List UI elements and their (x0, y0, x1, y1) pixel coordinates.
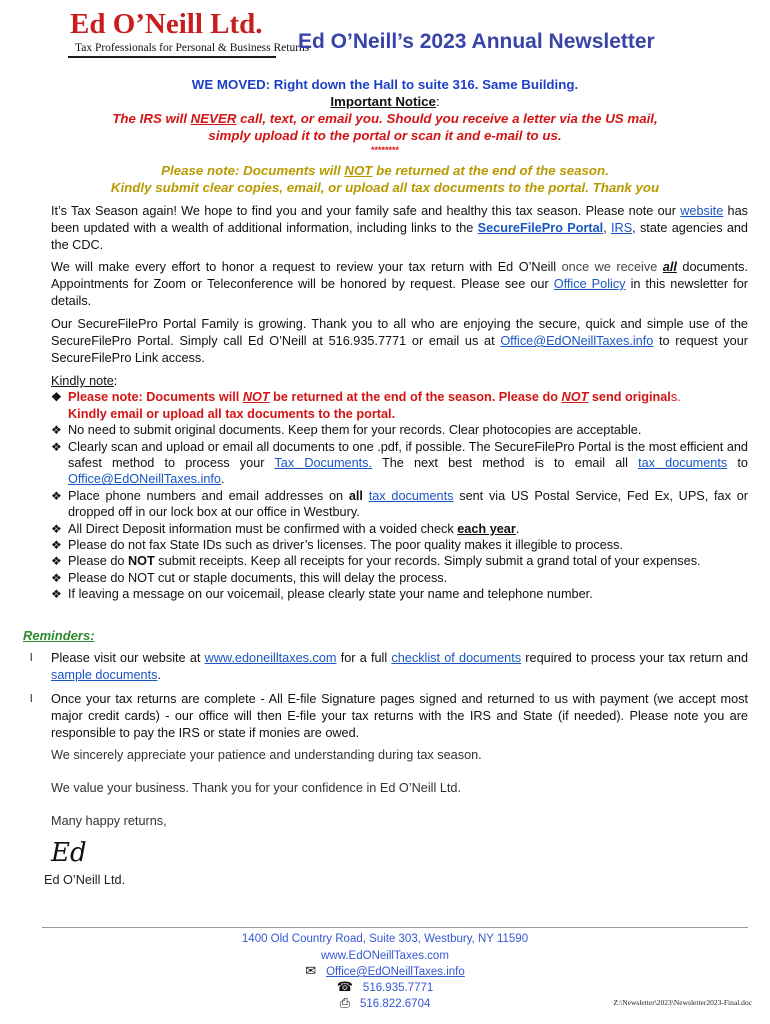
list-item: ❖ No need to submit original documents. Keep them for your records. Clear photocopies are acceptable. (51, 423, 642, 438)
reminders-heading: Reminders: (23, 628, 95, 643)
footer-fax: ⎙ 516.822.6704 (339, 995, 431, 1010)
documents-notice-line-1: Please note: Documents will NOT be returned at the end of the season. (161, 163, 609, 178)
irs-notice-line-2: simply upload it to the portal or scan it and e-mail to us. (208, 128, 562, 143)
envelope-icon: ✉ (305, 963, 317, 978)
irs-notice-line-1: The IRS will NEVER call, text, or email you. Should you receive a letter via the US mail, (112, 111, 658, 126)
list-item: ❖ All Direct Deposit information must be confirmed with a voided check each year. (51, 521, 520, 536)
reminder-item: l Once your tax returns are complete - All E-file Signature pages signed and returned to us with payment (we accept most major credit cards) - our office will then E-file your tax returns with the IRS and State (if needed). Please note you are responsible to pay the IRS or state if monies are owed. (30, 692, 748, 740)
review-paragraph: We will make every effort to honor a request to review your tax return with Ed O’Neill once we receive all documents. Appointments for Zoom or Teleconference will be honored by request. Please see our Office Policy in this newsletter for details. (51, 260, 748, 308)
fax-icon: ⎙ (339, 995, 351, 1010)
closing-text: Many happy returns, (51, 814, 167, 828)
kindly-note-heading: Kindly note: (51, 374, 118, 388)
checklist-link[interactable]: checklist of documents (391, 651, 522, 665)
diamond-bullet-icon: ❖ (51, 423, 62, 438)
footer-address: 1400 Old Country Road, Suite 303, Westbury, NY 11590 (241, 933, 529, 945)
securefilepro-portal-link[interactable]: SecureFilePro Portal (477, 221, 604, 235)
bullet-icon: l (30, 652, 33, 664)
important-notice-heading: Important Notice: (330, 94, 440, 109)
list-item: ❖ Clearly scan and upload or email all documents to one .pdf, if possible. The SecureFilePro Portal is the most efficient and safest method to process your Tax Documents. The next best method is to email all tax documents to Office@EdONeillTaxes.info. (51, 439, 748, 487)
diamond-bullet-icon: ❖ (51, 554, 62, 569)
website-link[interactable]: www.edoneilltaxes.com (204, 651, 337, 665)
thank-you-text: We value your business. Thank you for your confidence in Ed O’Neill Ltd. (51, 781, 461, 795)
diamond-bullet-icon: ❖ (51, 570, 62, 585)
diamond-bullet-icon: ❖ (51, 439, 62, 454)
diamond-bullet-icon: ❖ (51, 390, 62, 405)
company-tagline: Tax Professionals for Personal & Business Returns (75, 42, 310, 54)
tax-documents-link[interactable]: tax documents (368, 488, 454, 503)
list-item: ❖ Please do NOT submit receipts. Keep all receipts for your records. Simply submit a grand total of your expenses. (51, 554, 701, 569)
diamond-bullet-icon: ❖ (51, 521, 62, 536)
footer-divider (42, 927, 748, 928)
sample-documents-link[interactable]: sample documents (51, 668, 158, 682)
moved-notice: WE MOVED: Right down the Hall to suite 316. Same Building. (191, 77, 579, 92)
company-logo: Ed O’Neill Ltd. (70, 8, 263, 40)
appreciation-text: We sincerely appreciate your patience and understanding during tax season. (51, 748, 482, 762)
bullet-icon: l (30, 693, 33, 705)
website-link[interactable]: website (680, 204, 724, 218)
office-email-link[interactable]: Office@EdONeillTaxes.info (500, 334, 654, 348)
intro-paragraph: It’s Tax Season again! We hope to find you and your family safe and healthy this tax season. Please note our website has been updated with a wealth of additional information, including links to the SecureFilePro Portal, IRS, state agencies and the CDC. (51, 204, 748, 252)
list-item: ❖ Please do not fax State IDs such as driver’s licenses. The poor quality makes it illegible to process. (51, 538, 624, 553)
notice-separator: ******** (370, 145, 400, 155)
list-item: ❖ Please do NOT cut or staple documents, this will delay the process. (51, 570, 448, 585)
tax-documents-link[interactable]: Tax Documents. (274, 456, 373, 471)
portal-paragraph: Our SecureFilePro Portal Family is growing. Thank you to all who are enjoying the secure, quick and simple use of the SecureFilePro Portal. Simply call Ed O’Neill at 516.935.7771 or email us at Office@EdONeillTaxes.info to request your SecureFilePro Link access. (51, 317, 748, 365)
diamond-bullet-icon: ❖ (51, 488, 62, 503)
list-item: ❖ Place phone numbers and email addresses on all tax documents sent via US Postal Service, Fed Ex, UPS, fax or dropped off in our lock box at our office in Westbury. (51, 488, 748, 520)
diamond-bullet-icon: ❖ (51, 538, 62, 553)
list-item: ❖ Please note: Documents will NOT be returned at the end of the season. Please do NOT send originals. Kindly email or upload all tax documents to the portal. (51, 390, 681, 421)
office-policy-link[interactable]: Office Policy (553, 277, 626, 291)
file-path: Z:\Newsletter\2023\Newsletter2023-Final.doc (613, 998, 752, 1007)
footer-phone: ☎ 516.935.7771 (336, 979, 434, 994)
irs-link[interactable]: IRS (611, 221, 633, 235)
list-item: ❖ If leaving a message on our voicemail, please clearly state your name and telephone number. (51, 587, 593, 602)
tax-documents-link[interactable]: tax documents (638, 456, 728, 471)
company-name: Ed O’Neill Ltd. (44, 873, 126, 887)
office-email-link[interactable]: Office@EdONeillTaxes.info (68, 472, 221, 487)
reminder-item: l Please visit our website at www.edoneilltaxes.com for a full checklist of documents required to process your tax return and sample documents. (30, 651, 748, 682)
documents-notice-line-2: Kindly submit clear copies, email, or upload all tax documents to the portal. Thank you (110, 180, 660, 195)
signature: Ed (51, 838, 87, 868)
phone-icon: ☎ (336, 979, 353, 994)
diamond-bullet-icon: ❖ (51, 587, 62, 602)
footer-email: ✉ Office@EdONeillTaxes.info (305, 963, 465, 978)
footer-website: www.EdONeillTaxes.com (321, 950, 449, 962)
newsletter-title: Ed O’Neill’s 2023 Annual Newsletter (298, 30, 655, 53)
logo-divider (68, 56, 276, 58)
kindly-note-list (51, 373, 748, 603)
